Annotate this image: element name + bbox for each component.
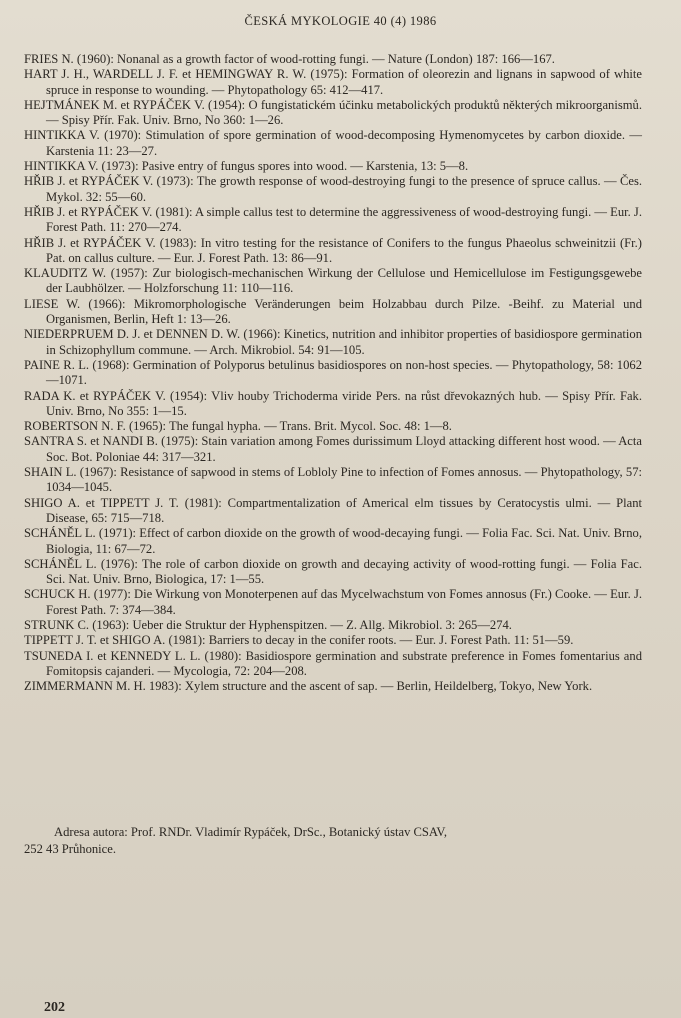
author-address	[24, 824, 674, 858]
reference-entry: TSUNEDA I. et KENNEDY L. L. (1980): Basidiospore germination and substrate preference in Fomes fomentarius and Fomitopsis cajanderi. — Mycologia, 72: 204—208.	[24, 648, 642, 678]
reference-entry: ROBERTSON N. F. (1965): The fungal hypha. — Trans. Brit. Mycol. Soc. 48: 1—8.	[24, 419, 452, 434]
reference-entry: STRUNK C. (1963): Ueber die Struktur der Hyphenspitzen. — Z. Allg. Mikrobiol. 3: 265—274.	[24, 617, 512, 632]
reference-entry: HŘIB J. et RYPÁČEK V. (1981): A simple callus test to determine the aggressiveness of wood-destroying fungi. — Eur. J. Forest Path. 11: 270—274.	[24, 204, 642, 235]
reference-entry: HINTIKKA V. (1973): Pasive entry of fungus spores into wood. — Karstenia, 13: 5—8.	[24, 159, 469, 174]
reference-entry: SCHÁNĚL L. (1976): The role of carbon dioxide on growth and decaying activity of wood-rotting fungi. — Folia Fac. Sci. Nat. Univ. Brno, Biologica, 17: 1—55.	[24, 556, 642, 587]
reference-entry: SHIGO A. et TIPPETT J. T. (1981): Compartmentalization of Americal elm tissues by Ceratocystis ulmi. — Plant Disease, 65: 715—718.	[24, 495, 642, 525]
reference-entry: HŘIB J. et RYPÁČEK V. (1973): The growth response of wood-destroying fungi to the presence of spruce callus. — Čes. Mykol. 32: 55—60.	[24, 174, 642, 204]
reference-entry: HINTIKKA V. (1970): Stimulation of spore germination of wood-decomposing Hymenomycetes by carbon dioxide. — Karstenia 11: 23—27.	[24, 128, 642, 158]
reference-entry: HEJTMÁNEK M. et RYPÁČEK V. (1954): O fungistatickém účinku metabolických produktů některých mikroorganismů. — Spisy Přír. Fak. Univ. Brno, No 360: 1—26.	[24, 97, 642, 128]
address-line-2: 252 43 Průhonice.	[24, 842, 116, 856]
address-line-1: Adresa autora: Prof. RNDr. Vladimír Rypáček, DrSc., Botanický ústav CSAV,	[54, 825, 448, 839]
reference-entry: SHAIN L. (1967): Resistance of sapwood in stems of Lobloly Pine to infection of Fomes annosus. — Phytopathology, 57: 1034—1045.	[24, 465, 642, 495]
reference-entry: SANTRA S. et NANDI B. (1975): Stain variation among Fomes durissimum Lloyd attacking different host wood. — Acta Soc. Bot. Poloniae 44: 317—321.	[24, 434, 642, 464]
running-head: ČESKÁ MYKOLOGIE 40 (4) 1986	[244, 14, 437, 28]
reference-entry: FRIES N. (1960): Nonanal as a growth factor of wood-rotting fungi. — Nature (London) 187: 166—167.	[24, 52, 555, 66]
reference-entry: RADA K. et RYPÁČEK V. (1954): Vliv houby Trichoderma viride Pers. na růst dřevokazných hub. — Spisy Přír. Fak. Univ. Brno, No 355: 1—15.	[24, 388, 642, 418]
reference-entry: LIESE W. (1966): Mikromorphologische Veränderungen beim Holzabbau durch Pilze. -Beihf. zu Material und Organismen, Berlin, Heft 1: 13—26.	[24, 296, 642, 327]
reference-entry: HŘIB J. et RYPÁČEK V. (1983): In vitro testing for the resistance of Conifers to the fungus Phaeolus schweinitzii (Fr.) Pat. on callus culture. — Eur. J. Forest Path. 13: 86—91.	[24, 235, 642, 265]
reference-entry: SCHÁNĚL L. (1971): Effect of carbon dioxide on the growth of wood-decaying fungi. — Folia Fac. Sci. Nat. Univ. Brno, Biologia, 11: 67—72.	[24, 526, 642, 556]
page-number: 202	[44, 1000, 65, 1015]
reference-entry: ZIMMERMANN M. H. 1983): Xylem structure and the ascent of sap. — Berlin, Heildelberg, Tokyo, New York.	[24, 679, 593, 694]
reference-entry: KLAUDITZ W. (1957): Zur biologisch-mechanischen Wirkung der Cellulose und Hemicellulose im Festigungsgewebe der Laubhölzer. — Holzforschung 11: 110—116.	[24, 266, 642, 296]
reference-entry: TIPPETT J. T. et SHIGO A. (1981): Barriers to decay in the conifer roots. — Eur. J. Forest Path. 11: 51—59.	[24, 633, 574, 648]
reference-entry: NIEDERPRUEM D. J. et DENNEN D. W. (1966): Kinetics, nutrition and inhibitor properties of basidiospore germination in Schizophyllum commune. — Arch. Mikrobiol. 54: 91—105.	[24, 327, 642, 357]
reference-list	[24, 52, 642, 694]
reference-entry: HART J. H., WARDELL J. F. et HEMINGWAY R. W. (1975): Formation of oleorezin and lignans in sapwood of white spruce in response to wounding. — Phytopathology 65: 412—417.	[24, 67, 642, 97]
reference-entry: SCHUCK H. (1977): Die Wirkung von Monoterpenen auf das Mycelwachstum von Fomes annosus (Fr.) Cooke. — Eur. J. Forest Path. 7: 374—384.	[24, 587, 642, 617]
reference-entry: PAINE R. L. (1968): Germination of Polyporus betulinus basidiospores on non-host species. — Phytopathology, 58: 1062—1071.	[24, 357, 642, 388]
